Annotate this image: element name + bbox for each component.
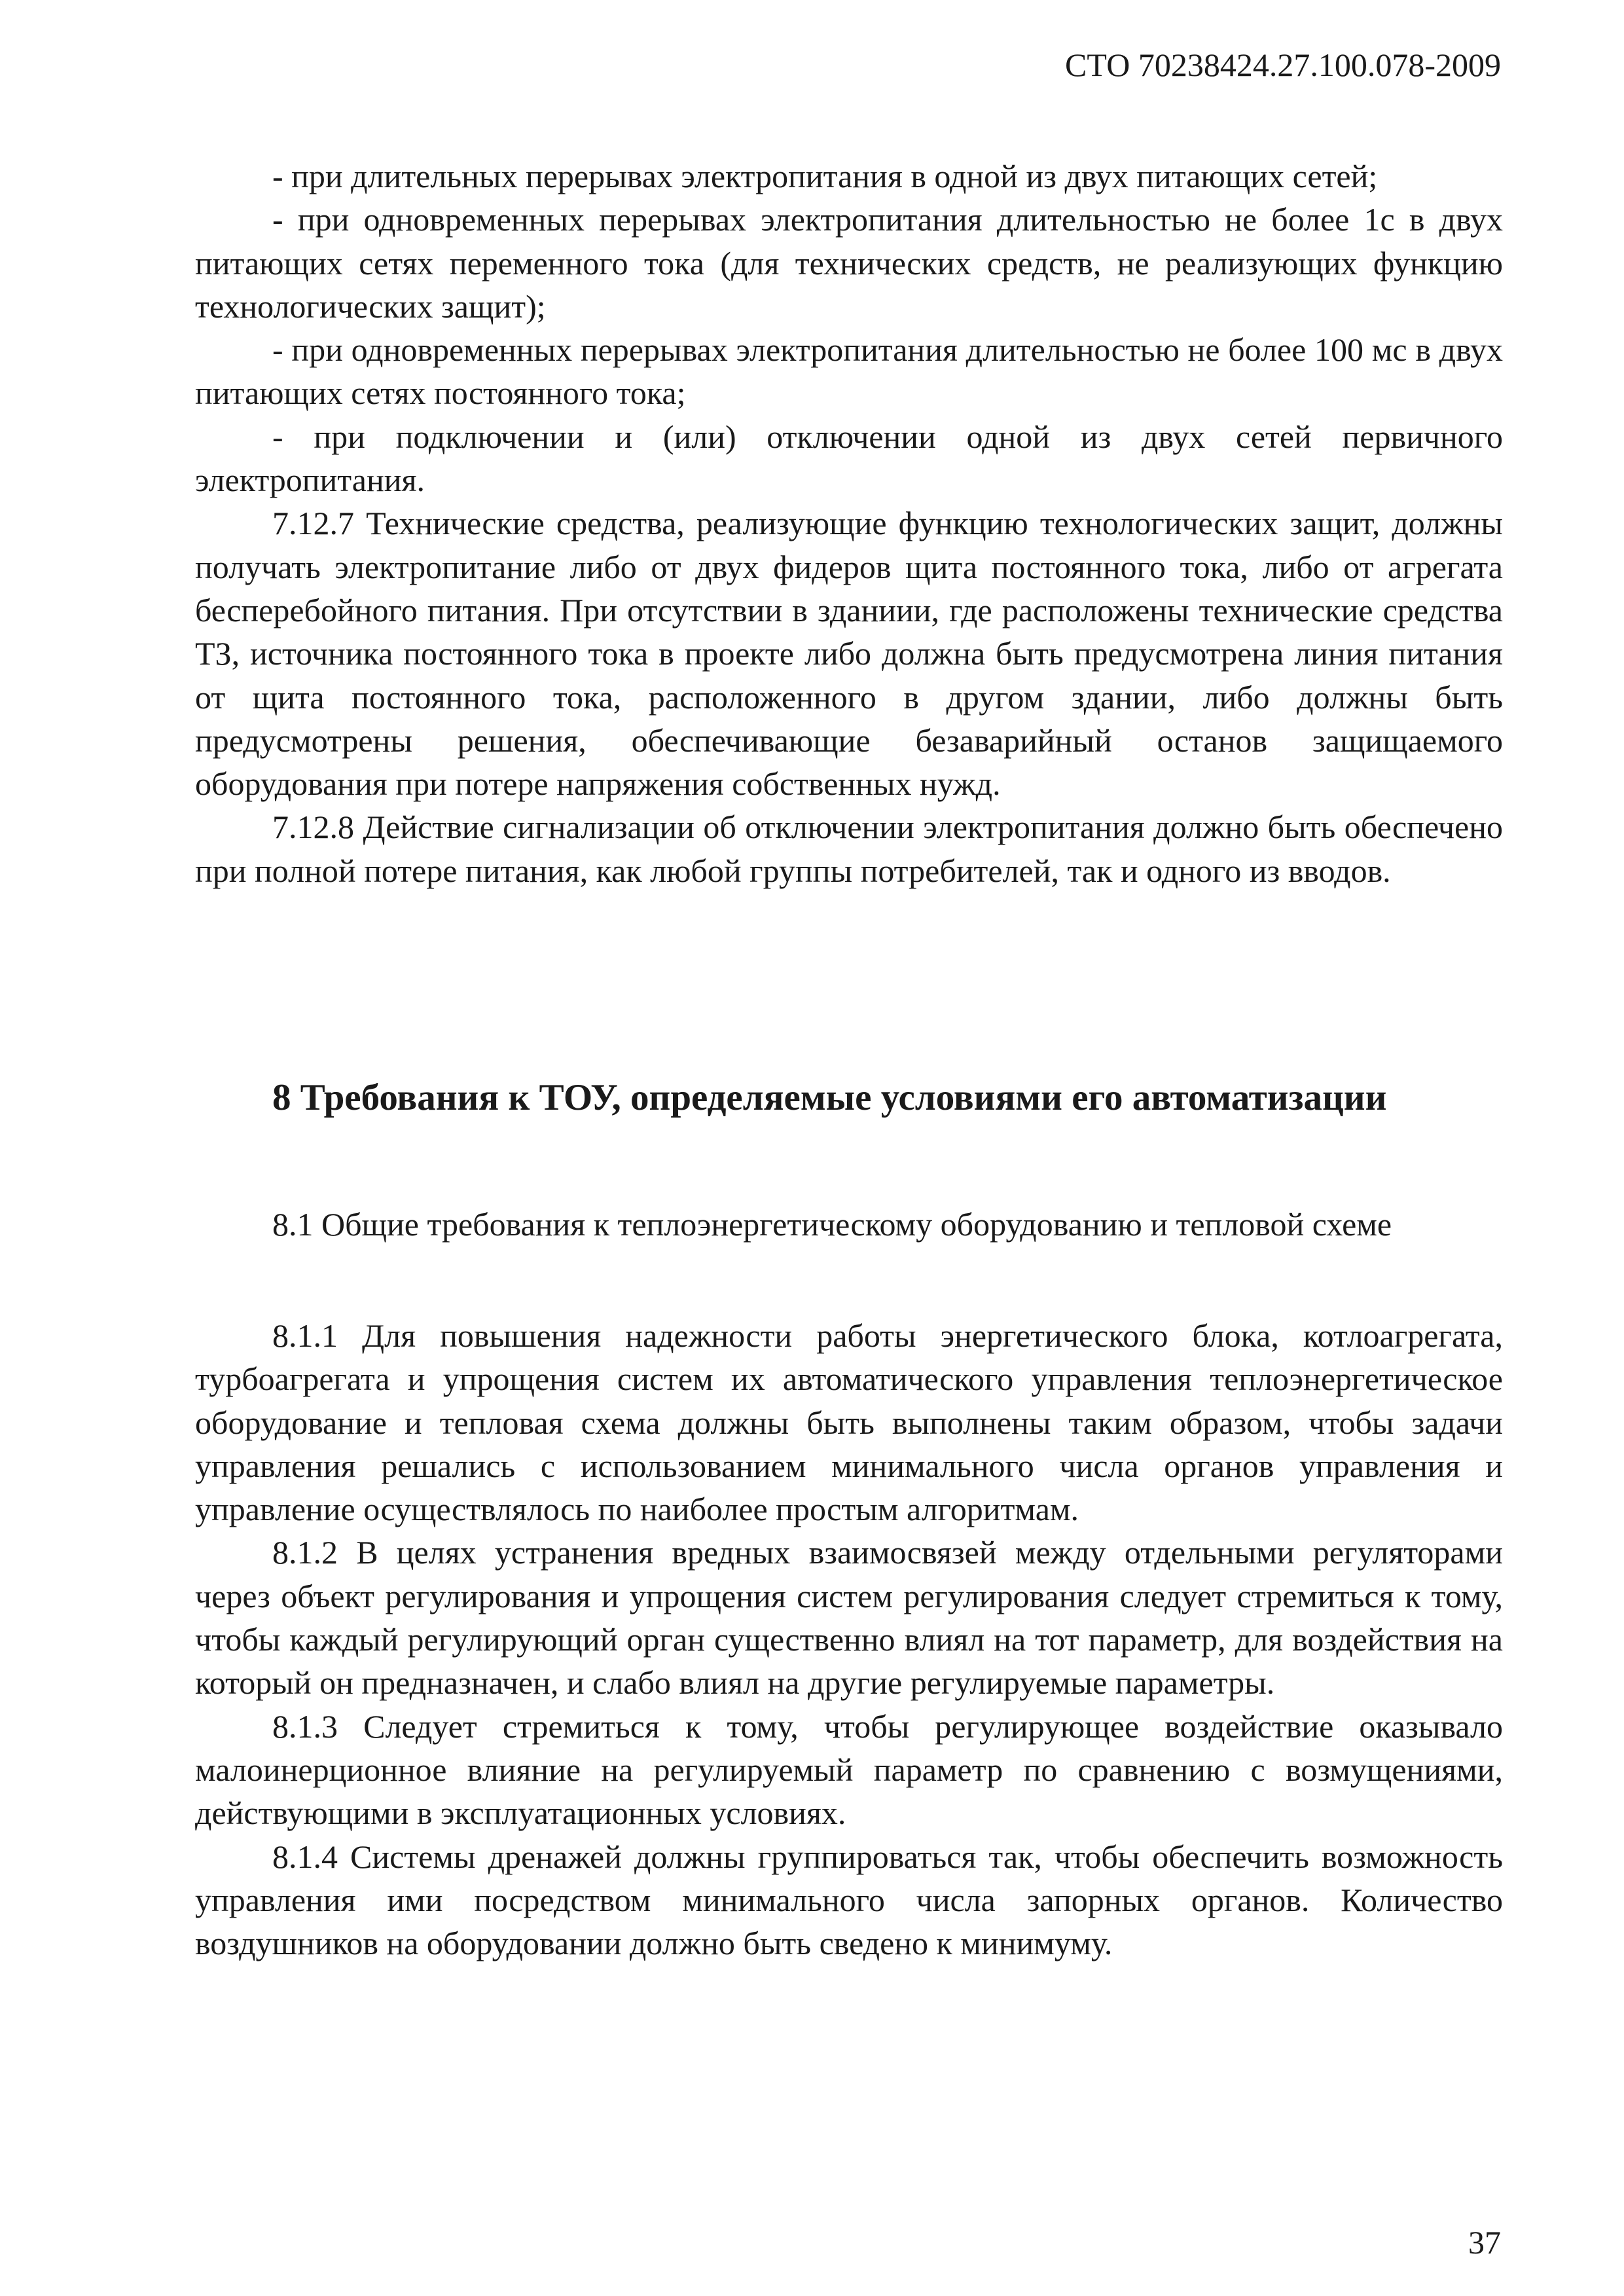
paragraph-8-1-2: 8.1.2 В целях устранения вредных взаимосвязей между отдельными регуляторами через объект регулирования и упрощения систем регулирования следует стремиться к тому, чтобы каждый регулирующий орган существенно влиял на тот параметр, для воздействия на который он предназначен, и слабо влиял на другие регулируемые параметры. <box>195 1534 1503 1702</box>
subsection-8-1-title-block <box>195 1203 1503 1246</box>
paragraph-8-1-4: 8.1.4 Системы дренажей должны группироваться так, чтобы обеспечить возможность управления ими посредством минимального числа запорных органов. Количество воздушников на оборудовании должно быть сведено к минимуму. <box>195 1838 1503 1962</box>
subsection-8-1-title: 8.1 Общие требования к теплоэнергетическому оборудованию и тепловой схеме <box>272 1206 1392 1243</box>
paragraph-8-1-1: 8.1.1 Для повышения надежности работы энергетического блока, котлоагрегата, турбоагрегата и упрощения систем их автоматического управления теплоэнергетическое оборудование и тепловая схема должны быть выполнены таким образом, чтобы задачи управления решались с использованием минимального числа органов управления и управление осуществлялось по наиболее простым алгоритмам. <box>195 1317 1503 1528</box>
paragraph: - при длительных перерывах электропитания в одной из двух питающих сетей; <box>272 158 1378 194</box>
section-8-heading: 8 Требования к ТОУ, определяемые условиями его автоматизации <box>272 1077 1387 1118</box>
paragraph: - при одновременных перерывах электропитания длительностью не более 1с в двух питающих сетях переменного тока (для технических средств, не реализующих функцию технологических защит); <box>195 201 1503 325</box>
page-number: 37 <box>1468 2224 1501 2261</box>
paragraph-7-12-7: 7.12.7 Технические средства, реализующие функцию технологических защит, должны получать электропитание либо от двух фидеров щита постоянного тока, либо от агрегата бесперебойного питания. При отсутствии в зданиии, где расположены технические средства ТЗ, источника постоянного тока в проекте либо должна быть предусмотрена линия питания от щита постоянного тока, расположенного в другом здании, либо должны быть предусмотрены решения, обеспечивающие безаварийный останов защищаемого оборудования при потере напряжения собственных нужд. <box>195 505 1503 803</box>
document-code-header: СТО 70238424.27.100.078-2009 <box>1065 46 1501 83</box>
paragraph: - при подключении и (или) отключении одной из двух сетей первичного электропитания. <box>195 418 1503 499</box>
paragraph-8-1-3: 8.1.3 Следует стремиться к тому, чтобы регулирующее воздействие оказывало малоинерционное влияние на регулируемый параметр по сравнению с возмущениями, действующими в эксплуатационных условиях. <box>195 1707 1503 1832</box>
paragraph-7-12-8: 7.12.8 Действие сигнализации об отключении электропитания должно быть обеспечено при полной потере питания, как любой группы потребителей, так и одного из вводов. <box>195 809 1503 889</box>
requirements-list-block <box>195 155 1503 892</box>
section-8-1-paragraphs <box>195 1314 1503 1965</box>
paragraph: - при одновременных перерывах электропитания длительностью не более 100 мс в двух питающих сетях постоянного тока; <box>195 331 1503 412</box>
